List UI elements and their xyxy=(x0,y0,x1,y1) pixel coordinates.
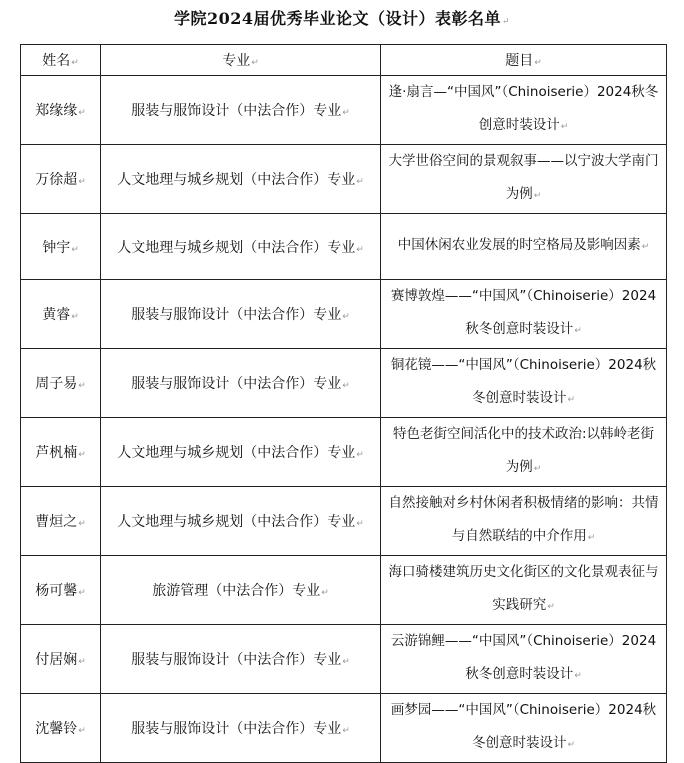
cell-major xyxy=(101,487,381,556)
student-name: 芦杋楠 xyxy=(35,445,78,461)
paragraph-mark-icon: ↵ xyxy=(78,381,86,391)
student-name: 周子易 xyxy=(35,376,78,392)
paragraph-mark-icon: ↵ xyxy=(560,122,569,132)
cell-major xyxy=(101,145,381,214)
cell-major xyxy=(101,418,381,487)
paragraph-mark-icon: ↵ xyxy=(78,108,86,118)
paragraph-mark-icon: ↵ xyxy=(567,395,576,405)
thesis-topic: 云游锦鲤——“中国风”（Chinoiserie）2024秋冬创意时装设计 xyxy=(390,633,657,682)
student-major: 服装与服饰设计（中法合作）专业 xyxy=(131,376,342,392)
cell-topic xyxy=(381,487,667,556)
page-title-text: 学院2024届优秀毕业论文（设计）表彰名单 xyxy=(173,9,501,28)
paragraph-mark-icon: ↵ xyxy=(567,740,576,750)
student-major: 服装与服饰设计（中法合作）专业 xyxy=(131,652,342,668)
page-title xyxy=(0,9,684,32)
cell-topic xyxy=(381,625,667,694)
thesis-topic: 逢·扇言—“中国风”（Chinoiserie）2024秋冬创意时装设计 xyxy=(388,84,659,133)
student-name: 曹烜之 xyxy=(35,514,78,530)
paragraph-mark-icon: ↵ xyxy=(574,326,582,336)
thesis-topic: 铜花镜——“中国风”（Chinoiserie）2024秋冬创意时装设计 xyxy=(390,357,657,406)
student-major: 人文地理与城乡规划（中法合作）专业 xyxy=(117,445,356,461)
paragraph-mark-icon: ↵ xyxy=(342,108,350,118)
cell-name xyxy=(21,694,101,763)
paragraph-mark-icon: ↵ xyxy=(342,381,350,391)
paragraph-mark-icon: ↵ xyxy=(78,657,86,667)
thesis-topic: 特色老街空间活化中的技术政治:以韩岭老街为例 xyxy=(392,426,655,475)
student-name: 郑缘缘 xyxy=(35,103,78,119)
cell-topic xyxy=(381,76,667,145)
cell-name xyxy=(21,487,101,556)
paragraph-mark-icon: ↵ xyxy=(78,450,86,460)
student-major: 服装与服饰设计（中法合作）专业 xyxy=(131,721,342,737)
paragraph-mark-icon: ↵ xyxy=(78,726,86,736)
student-major: 人文地理与城乡规划（中法合作）专业 xyxy=(117,239,356,256)
thesis-topic: 赛博敦煌——“中国风”（Chinoiserie）2024秋冬创意时装设计 xyxy=(390,288,657,337)
cell-name xyxy=(21,625,101,694)
paragraph-mark-icon: ↵ xyxy=(71,312,79,322)
paragraph-mark-icon: ↵ xyxy=(547,602,555,612)
paragraph-mark-icon: ↵ xyxy=(342,726,350,736)
table-row xyxy=(21,76,667,145)
table-row xyxy=(21,145,667,214)
student-name: 黄睿 xyxy=(42,307,71,323)
paragraph-mark-icon: ↵ xyxy=(641,242,650,252)
table-header-row xyxy=(21,45,667,76)
student-major: 人文地理与城乡规划（中法合作）专业 xyxy=(117,514,356,530)
header-topic-label: 题目 xyxy=(505,53,534,69)
student-name: 杨可馨 xyxy=(35,583,78,599)
cell-topic xyxy=(381,280,667,349)
thesis-topic: 大学世俗空间的景观叙事——以宁波大学南门为例 xyxy=(388,153,659,202)
table-row xyxy=(21,280,667,349)
paragraph-mark-icon: ↵ xyxy=(502,17,511,27)
student-major: 人文地理与城乡规划（中法合作）专业 xyxy=(117,172,356,188)
thesis-topic: 中国休闲农业发展的时空格局及影响因素 xyxy=(397,237,641,253)
cell-topic xyxy=(381,694,667,763)
cell-major xyxy=(101,694,381,763)
cell-major xyxy=(101,76,381,145)
cell-topic xyxy=(381,349,667,418)
table-row xyxy=(21,418,667,487)
cell-major xyxy=(101,625,381,694)
cell-name xyxy=(21,76,101,145)
paragraph-mark-icon: ↵ xyxy=(342,312,350,322)
cell-major xyxy=(101,280,381,349)
cell-topic xyxy=(381,418,667,487)
paragraph-mark-icon: ↵ xyxy=(78,519,86,529)
paragraph-mark-icon: ↵ xyxy=(356,244,364,255)
paragraph-mark-icon: ↵ xyxy=(574,671,582,681)
paragraph-mark-icon: ↵ xyxy=(251,58,259,68)
student-name: 付居娴 xyxy=(35,652,78,668)
paragraph-mark-icon: ↵ xyxy=(321,588,329,598)
paragraph-mark-icon: ↵ xyxy=(78,177,86,187)
cell-topic xyxy=(381,214,667,280)
header-topic xyxy=(381,45,667,76)
paragraph-mark-icon: ↵ xyxy=(71,58,79,68)
paragraph-mark-icon: ↵ xyxy=(533,464,542,474)
student-name: 钟宇 xyxy=(42,239,71,256)
table-row xyxy=(21,487,667,556)
cell-name xyxy=(21,280,101,349)
paragraph-mark-icon: ↵ xyxy=(356,519,364,529)
header-name-label: 姓名 xyxy=(42,53,71,69)
table-row xyxy=(21,625,667,694)
cell-topic xyxy=(381,556,667,625)
table-row xyxy=(21,556,667,625)
paragraph-mark-icon: ↵ xyxy=(356,177,364,187)
student-major: 旅游管理（中法合作）专业 xyxy=(152,583,321,599)
cell-name xyxy=(21,349,101,418)
student-major: 服装与服饰设计（中法合作）专业 xyxy=(131,103,342,119)
table-row xyxy=(21,349,667,418)
paragraph-mark-icon: ↵ xyxy=(533,191,542,201)
paragraph-mark-icon: ↵ xyxy=(356,450,364,460)
paragraph-mark-icon: ↵ xyxy=(78,588,86,598)
student-name: 万徐超 xyxy=(35,172,78,188)
honor-list-table xyxy=(20,44,667,763)
table-row xyxy=(21,214,667,280)
header-major-label: 专业 xyxy=(222,53,251,69)
cell-name xyxy=(21,418,101,487)
cell-topic xyxy=(381,145,667,214)
paragraph-mark-icon: ↵ xyxy=(342,657,350,667)
header-major xyxy=(101,45,381,76)
paragraph-mark-icon: ↵ xyxy=(587,533,596,543)
cell-name xyxy=(21,214,101,280)
cell-major xyxy=(101,349,381,418)
student-major: 服装与服饰设计（中法合作）专业 xyxy=(131,307,342,323)
student-name: 沈馨铃 xyxy=(35,721,78,737)
cell-name xyxy=(21,145,101,214)
table-row xyxy=(21,694,667,763)
cell-major xyxy=(101,556,381,625)
paragraph-mark-icon: ↵ xyxy=(71,244,79,255)
paragraph-mark-icon: ↵ xyxy=(534,58,542,68)
thesis-topic: 自然接触对乡村休闲者积极情绪的影响：共情与自然联结的中介作用 xyxy=(388,495,659,544)
thesis-topic: 海口骑楼建筑历史文化街区的文化景观表征与实践研究 xyxy=(388,564,659,613)
cell-major xyxy=(101,214,381,280)
header-name xyxy=(21,45,101,76)
cell-name xyxy=(21,556,101,625)
thesis-topic: 画梦园——“中国风”（Chinoiserie）2024秋冬创意时装设计 xyxy=(390,702,657,751)
